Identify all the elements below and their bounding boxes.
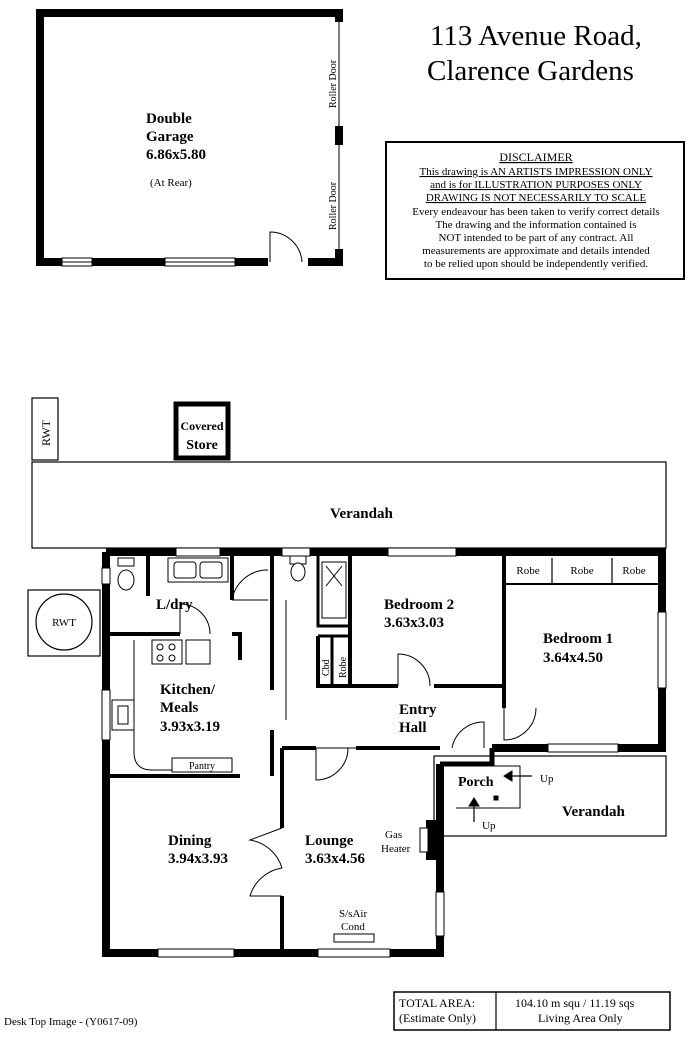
rwt-top <box>32 398 58 460</box>
disclaimer-box <box>386 142 684 279</box>
verandah-front <box>434 756 666 836</box>
disclaimer-line: Every endeavour has been taken to verify correct details <box>412 206 660 218</box>
store-label: Covered <box>180 419 224 433</box>
rwt-top-label: RWT <box>39 420 53 446</box>
garage <box>40 13 345 267</box>
disclaimer-line: DRAWING IS NOT NECESSARILY TO SCALE <box>425 192 647 204</box>
rwt-side-label: RWT <box>52 617 76 629</box>
kitchen-label: Kitchen/ <box>160 682 215 698</box>
bedroom1-label: Bedroom 1 <box>543 631 614 647</box>
verandah-rear-label: Verandah <box>330 506 393 522</box>
door-swings <box>180 570 536 896</box>
covered-store <box>176 404 228 458</box>
entry-label: Hall <box>399 720 427 736</box>
up-label: Up <box>482 820 496 832</box>
garage-size: 6.86x5.80 <box>146 147 206 163</box>
area-value: Living Area Only <box>538 1011 623 1025</box>
robe-label: Robe <box>622 565 646 577</box>
disclaimer-line: and is for ILLUSTRATION PURPOSES ONLY <box>430 179 642 191</box>
disclaimer-line: to be relied upon should be independently verified. <box>423 258 649 270</box>
footer-text: Desk Top Image - (Y0617-09) <box>4 1016 138 1028</box>
bedroom1-size: 3.64x4.50 <box>543 650 603 666</box>
bedroom2-label: Bedroom 2 <box>384 597 455 613</box>
dining-label: Dining <box>168 833 212 849</box>
roller-door-label: Roller Door <box>328 181 339 230</box>
porch-label: Porch <box>458 775 494 790</box>
gas-heater-label: Gas <box>385 829 403 841</box>
disclaimer-line: NOT intended to be part of any contract. All <box>438 232 634 244</box>
robe-label: Robe <box>516 565 540 577</box>
aircon-unit <box>334 934 374 942</box>
verandah-front-label: Verandah <box>562 804 625 820</box>
area-label: TOTAL AREA: <box>399 996 476 1010</box>
disclaimer-line: This drawing is AN ARTISTS IMPRESSION ONLY <box>419 166 653 178</box>
gas-heater-label: Heater <box>381 843 411 855</box>
dining-size: 3.94x3.93 <box>168 851 228 867</box>
area-value: 104.10 m squ / 11.19 sqs <box>515 996 635 1010</box>
pantry-label: Pantry <box>188 761 216 772</box>
kitchen-size: 3.93x3.19 <box>160 719 220 735</box>
laundry-label: L/dry <box>156 597 193 613</box>
address-line-1: 113 Avenue Road, <box>430 20 642 52</box>
bedroom2-size: 3.63x3.03 <box>384 615 444 631</box>
kitchen-label: Meals <box>160 700 199 716</box>
store-label: Store <box>186 438 218 453</box>
aircon-label: S/sAir <box>339 908 368 920</box>
entry-label: Entry <box>399 702 437 718</box>
up-label: Up <box>540 773 554 785</box>
robe-small-label: Robe <box>338 656 349 678</box>
disclaimer-line: measurements are approximate and details intended <box>422 245 650 257</box>
gas-heater-front <box>420 828 428 852</box>
disclaimer-line: The drawing and the information contained is <box>435 219 637 231</box>
total-area-box <box>394 992 670 1030</box>
garage-title: Double <box>146 111 192 127</box>
verandah-rear <box>32 462 666 548</box>
lounge-label: Lounge <box>305 833 354 849</box>
lounge-size: 3.63x4.56 <box>305 851 365 867</box>
garage-title: Garage <box>146 129 194 145</box>
disclaimer-title: DISCLAIMER <box>499 150 573 164</box>
area-label: (Estimate Only) <box>399 1011 476 1025</box>
rwt-side <box>28 590 100 656</box>
garage-note: (At Rear) <box>150 177 192 189</box>
robe-label: Robe <box>570 565 594 577</box>
roller-door-label: Roller Door <box>328 59 339 108</box>
cbd-label: Cbd <box>321 659 332 676</box>
address-line-2: Clarence Gardens <box>427 55 634 87</box>
aircon-label: Cond <box>341 921 365 933</box>
